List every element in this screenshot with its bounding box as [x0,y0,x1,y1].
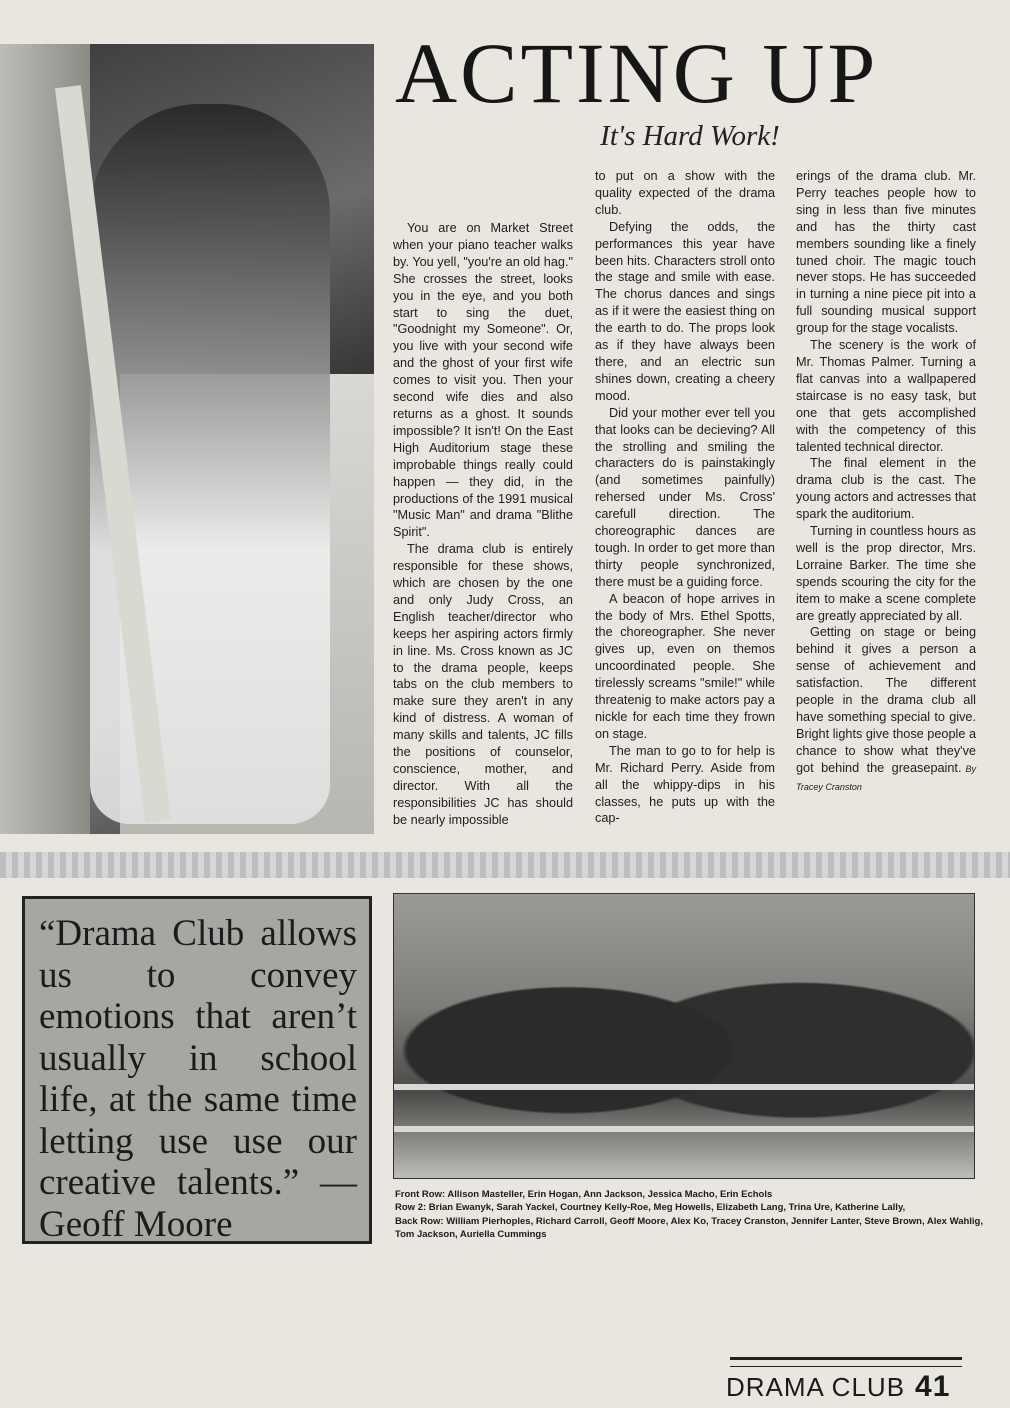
caption-front-row: Front Row: Allison Masteller, Erin Hogan, Ann Jackson, Jessica Macho, Erin Echols [395,1189,773,1200]
caption-back-row: Back Row: William Pierhoples, Richard Carroll, Geoff Moore, Alex Ko, Tracey Cranston, Jennifer Lanter, Steve Brown, Alex Wahlig, Tom Jackson, Auriella Cummings [395,1215,983,1241]
section-name: DRAMA CLUB [726,1372,906,1402]
col2-paragraph: The man to go to for help is Mr. Richard Perry. Aside from all the whippy-dips in his classes, he puts up with the cap- [595,743,775,826]
photo-bench [394,1084,974,1090]
pull-quote-box [22,896,372,1244]
group-photo-caption [395,1188,985,1242]
col3-final-text: Getting on stage or being behind it gives a person a sense of achievement and satisfaction. The different people in the drama club all have something special to give. Bright lights give those people a chance to show what they've got behind the greasepaint. [796,625,976,775]
article-title: ACTING UP [395,25,879,121]
footer-rule [730,1357,962,1367]
col3-paragraph: The final element in the drama club is the cast. The young actors and actresses that spark the auditorium. [796,456,976,522]
col3-paragraph: The scenery is the work of Mr. Thomas Palmer. Turning a flat canvas into a wallpapered staircase is no easy task, but one that gets accomplished with the competency of this talented technical director. [796,338,976,454]
col3-paragraph: erings of the drama club. Mr. Perry teaches people how to sing in less than five minutes and has the thirty cast members sounding like a finely tuned choir. The magic touch never stops. He has succeeded in turning a nine piece pit into a full sounding musical support group for the stage vocalists. [796,169,976,336]
col2-paragraph: A beacon of hope arrives in the body of Mrs. Ethel Spotts, the choreographer. She never gives up, even on themos uncoordinated people. She tirelessly screams "smile!" while threatenig to make actors pay a nickle for each time they frown on stage. [595,591,775,741]
col2-paragraph: Defying the odds, the performances this year have been hits. Characters stroll onto the stage and smile with ease. The chorus dances and sings as if it were the easiest thing on the earth to do. The props look as if they have always been there, and an electric sun shines down, creating a cheery mood. [595,219,775,403]
caption-row-2: Row 2: Brian Ewanyk, Sarah Yackel, Courtney Kelly-Roe, Meg Howells, Elizabeth Lang, Trina Ure, Katherine Lally, [395,1202,906,1214]
col2-paragraph: Did your mother ever tell you that looks can be decieving? All the strolling and smiling the characters do is painstakingly (and sometimes painfully) rehersed under Ms. Cross' carefull direction. The choreographic dances are tough. In order to get more than thirty people synchronized, there must be a guiding force. [595,405,775,589]
col1-paragraph: The drama club is entirely responsible for these shows, which are chosen by the one and only Judy Cross, an English teacher/director who keeps her aspiring actors firmly in line. Ms. Cross known as JC to the drama people, keeps tabs on the club members to make sure they aren't in any kind of distress. A woman of many skills and talents, JC fills the positions of counselor, conscience, mother, and director. With all the responsibilities JC has should be nearly impossible [393,542,573,827]
photo-bench [394,1126,974,1132]
col1-paragraph: You are on Market Street when your piano teacher walks by. You yell, "you're an old hag." She crosses the street, looks you in the eye, and you both start to sing the duet, "Goodnight my Someone". Or, you live with your second wife and the ghost of your first wife comes to visit you. Then your second wife dies and also returns as a ghost. It sounds impossible? It isn't! On the East High Auditorium stage these improbable things really could happen — they did, in the productions of the 1991 musical "Music Man" and drama "Blithe Spirit". [393,221,573,540]
col3-paragraph [796,624,976,795]
pull-quote-text: “Drama Club allows us to convey emotions that aren’t usually in school life, at the same time letting use use our creative talents.” — Geoff Moore [39,913,357,1245]
article-column-2 [595,168,775,827]
page-number: 41 [915,1370,951,1403]
col3-paragraph: Turning in countless hours as well is the prop director, Mrs. Lorraine Barker. The time she spends scouring the city for the item to make a scene complete are greatly appreciated by all. [796,524,976,623]
article-subtitle: It's Hard Work! [600,120,780,152]
page-footer [726,1370,966,1404]
decorative-divider-band [0,852,1010,878]
drama-club-group-photo [393,893,975,1179]
article-column-1 [393,220,573,829]
col2-paragraph: to put on a show with the quality expected of the drama club. [595,169,775,217]
actress-on-ladder-photo [0,44,374,834]
article-column-3 [796,168,976,796]
byline: By Tracey Cranston [796,763,976,792]
